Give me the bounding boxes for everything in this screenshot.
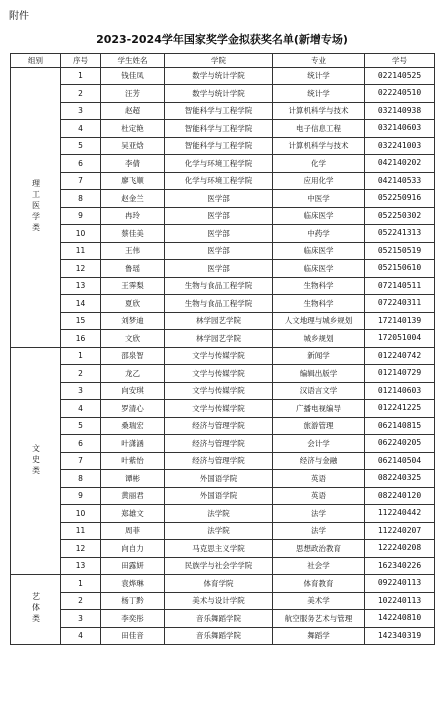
row-index: 8 — [61, 470, 101, 488]
table-header-row — [11, 54, 435, 68]
student-id: 012140729 — [365, 365, 435, 383]
row-index: 7 — [61, 172, 101, 190]
major: 中医学 — [273, 190, 365, 208]
student-name: 杜定艳 — [101, 120, 165, 138]
student-id: 032140603 — [365, 120, 435, 138]
major: 经济与金融 — [273, 452, 365, 470]
row-index: 10 — [61, 225, 101, 243]
student-name: 黄丽君 — [101, 487, 165, 505]
major: 中药学 — [273, 225, 365, 243]
student-id: 102240113 — [365, 592, 435, 610]
major: 应用化学 — [273, 172, 365, 190]
student-id: 022140525 — [365, 67, 435, 85]
row-index: 3 — [61, 610, 101, 628]
major: 舞蹈学 — [273, 627, 365, 645]
college: 林学园艺学院 — [165, 312, 273, 330]
college: 经济与管理学院 — [165, 452, 273, 470]
row-index: 1 — [61, 347, 101, 365]
table-row — [11, 190, 435, 208]
student-name: 赵金兰 — [101, 190, 165, 208]
table-row — [11, 435, 435, 453]
table-row — [11, 155, 435, 173]
student-name: 向自力 — [101, 540, 165, 558]
student-id: 062240205 — [365, 435, 435, 453]
student-id: 012140603 — [365, 382, 435, 400]
student-id: 092240113 — [365, 575, 435, 593]
student-id: 022240510 — [365, 85, 435, 103]
row-index: 4 — [61, 120, 101, 138]
student-name: 李倩 — [101, 155, 165, 173]
student-id: 032140938 — [365, 102, 435, 120]
major: 社会学 — [273, 557, 365, 575]
student-name: 廖飞顺 — [101, 172, 165, 190]
major: 化学 — [273, 155, 365, 173]
college: 法学院 — [165, 505, 273, 523]
student-name: 夏欣 — [101, 295, 165, 313]
table-row — [11, 330, 435, 348]
student-id: 052150519 — [365, 242, 435, 260]
college: 外国语学院 — [165, 470, 273, 488]
table-row — [11, 312, 435, 330]
student-id: 042140533 — [365, 172, 435, 190]
student-id: 112240207 — [365, 522, 435, 540]
college: 音乐舞蹈学院 — [165, 627, 273, 645]
student-id: 052241313 — [365, 225, 435, 243]
student-id: 012240742 — [365, 347, 435, 365]
major: 思想政治教育 — [273, 540, 365, 558]
table-row — [11, 347, 435, 365]
student-name: 吴亚焓 — [101, 137, 165, 155]
group-cell — [11, 347, 61, 575]
table-row — [11, 382, 435, 400]
major: 城乡规划 — [273, 330, 365, 348]
row-index: 4 — [61, 400, 101, 418]
major: 会计学 — [273, 435, 365, 453]
table-row — [11, 120, 435, 138]
student-id: 052250916 — [365, 190, 435, 208]
major: 法学 — [273, 505, 365, 523]
college: 医学部 — [165, 260, 273, 278]
row-index: 11 — [61, 522, 101, 540]
table-row — [11, 365, 435, 383]
major: 英语 — [273, 487, 365, 505]
row-index: 1 — [61, 575, 101, 593]
table-body — [11, 67, 435, 645]
row-index: 14 — [61, 295, 101, 313]
college: 医学部 — [165, 242, 273, 260]
student-id: 072240311 — [365, 295, 435, 313]
header-student-id: 学号 — [365, 54, 435, 68]
student-id: 172140139 — [365, 312, 435, 330]
table-row — [11, 557, 435, 575]
college: 数学与统计学院 — [165, 85, 273, 103]
college: 文学与传媒学院 — [165, 347, 273, 365]
student-name: 蔡佳美 — [101, 225, 165, 243]
table-row — [11, 522, 435, 540]
row-index: 4 — [61, 627, 101, 645]
row-index: 2 — [61, 365, 101, 383]
major: 体育教育 — [273, 575, 365, 593]
student-id: 112240442 — [365, 505, 435, 523]
student-name: 鲁瑶 — [101, 260, 165, 278]
major: 生物科学 — [273, 277, 365, 295]
student-id: 082240325 — [365, 470, 435, 488]
table-row — [11, 67, 435, 85]
major: 广播电视编导 — [273, 400, 365, 418]
table-row — [11, 540, 435, 558]
college: 外国语学院 — [165, 487, 273, 505]
table-row — [11, 452, 435, 470]
student-id: 042140202 — [365, 155, 435, 173]
college: 美术与设计学院 — [165, 592, 273, 610]
group-label: 文史类 — [31, 443, 41, 477]
table-row — [11, 295, 435, 313]
student-id: 052250302 — [365, 207, 435, 225]
college: 医学部 — [165, 190, 273, 208]
student-name: 叶紫怡 — [101, 452, 165, 470]
college: 智能科学与工程学院 — [165, 102, 273, 120]
college: 法学院 — [165, 522, 273, 540]
student-name: 桑瑞宏 — [101, 417, 165, 435]
table-row — [11, 172, 435, 190]
college: 文学与传媒学院 — [165, 365, 273, 383]
student-name: 叶潇涵 — [101, 435, 165, 453]
table-row — [11, 627, 435, 645]
row-index: 6 — [61, 435, 101, 453]
college: 智能科学与工程学院 — [165, 120, 273, 138]
row-index: 3 — [61, 102, 101, 120]
student-id: 142340319 — [365, 627, 435, 645]
major: 生物科学 — [273, 295, 365, 313]
student-id: 162340226 — [365, 557, 435, 575]
header-index: 序号 — [61, 54, 101, 68]
table-row — [11, 575, 435, 593]
award-list-table — [10, 53, 435, 645]
row-index: 8 — [61, 190, 101, 208]
table-row — [11, 85, 435, 103]
student-name: 文欣 — [101, 330, 165, 348]
row-index: 6 — [61, 155, 101, 173]
row-index: 9 — [61, 207, 101, 225]
header-student-name: 学生姓名 — [101, 54, 165, 68]
student-name: 王霁梨 — [101, 277, 165, 295]
student-name: 袁烨琳 — [101, 575, 165, 593]
college: 化学与环境工程学院 — [165, 155, 273, 173]
student-name: 谭彬 — [101, 470, 165, 488]
college: 经济与管理学院 — [165, 435, 273, 453]
table-row — [11, 610, 435, 628]
student-name: 刘梦迪 — [101, 312, 165, 330]
college: 林学园艺学院 — [165, 330, 273, 348]
table-row — [11, 470, 435, 488]
major: 旅游管理 — [273, 417, 365, 435]
college: 体育学院 — [165, 575, 273, 593]
row-index: 12 — [61, 260, 101, 278]
college: 音乐舞蹈学院 — [165, 610, 273, 628]
row-index: 13 — [61, 557, 101, 575]
group-label: 艺体类 — [31, 592, 41, 626]
table-row — [11, 225, 435, 243]
student-id: 142240810 — [365, 610, 435, 628]
college: 文学与传媒学院 — [165, 382, 273, 400]
student-id: 172051004 — [365, 330, 435, 348]
row-index: 1 — [61, 67, 101, 85]
row-index: 9 — [61, 487, 101, 505]
row-index: 10 — [61, 505, 101, 523]
college: 化学与环境工程学院 — [165, 172, 273, 190]
table-row — [11, 137, 435, 155]
row-index: 13 — [61, 277, 101, 295]
major: 临床医学 — [273, 242, 365, 260]
major: 航空服务艺术与管理 — [273, 610, 365, 628]
student-id: 122240208 — [365, 540, 435, 558]
header-major: 专业 — [273, 54, 365, 68]
student-id: 082240120 — [365, 487, 435, 505]
table-row — [11, 400, 435, 418]
student-name: 邵泉智 — [101, 347, 165, 365]
row-index: 15 — [61, 312, 101, 330]
college: 医学部 — [165, 225, 273, 243]
table-row — [11, 487, 435, 505]
table-row — [11, 417, 435, 435]
college: 数学与统计学院 — [165, 67, 273, 85]
student-name: 罗清心 — [101, 400, 165, 418]
college: 马克思主义学院 — [165, 540, 273, 558]
student-id: 062140504 — [365, 452, 435, 470]
major: 临床医学 — [273, 207, 365, 225]
student-id: 032241003 — [365, 137, 435, 155]
major: 人文地理与城乡规划 — [273, 312, 365, 330]
table-row — [11, 207, 435, 225]
row-index: 2 — [61, 592, 101, 610]
major: 计算机科学与技术 — [273, 137, 365, 155]
major: 计算机科学与技术 — [273, 102, 365, 120]
major: 电子信息工程 — [273, 120, 365, 138]
student-name: 钱佳凤 — [101, 67, 165, 85]
row-index: 11 — [61, 242, 101, 260]
major: 美术学 — [273, 592, 365, 610]
student-name: 向安琪 — [101, 382, 165, 400]
row-index: 2 — [61, 85, 101, 103]
major: 统计学 — [273, 85, 365, 103]
row-index: 16 — [61, 330, 101, 348]
major: 临床医学 — [273, 260, 365, 278]
college: 智能科学与工程学院 — [165, 137, 273, 155]
student-name: 杨丁黔 — [101, 592, 165, 610]
student-name: 冉玲 — [101, 207, 165, 225]
student-name: 李奕彤 — [101, 610, 165, 628]
document-title: 2023-2024学年国家奖学金拟获奖名单(新增专场) — [96, 33, 348, 46]
group-label: 理工医学类 — [31, 178, 41, 234]
student-name: 赵超 — [101, 102, 165, 120]
major: 汉语言文学 — [273, 382, 365, 400]
student-name: 王伟 — [101, 242, 165, 260]
college: 民族学与社会学学院 — [165, 557, 273, 575]
table-row — [11, 277, 435, 295]
student-id: 052150610 — [365, 260, 435, 278]
college: 医学部 — [165, 207, 273, 225]
group-cell — [11, 575, 61, 645]
student-name: 龙乙 — [101, 365, 165, 383]
student-name: 郑雄文 — [101, 505, 165, 523]
header-college: 学院 — [165, 54, 273, 68]
student-name: 汪芳 — [101, 85, 165, 103]
header-group: 组别 — [11, 54, 61, 68]
college: 经济与管理学院 — [165, 417, 273, 435]
attachment-label: 附件 — [9, 11, 29, 22]
row-index: 3 — [61, 382, 101, 400]
student-id: 012241225 — [365, 400, 435, 418]
table-row — [11, 102, 435, 120]
major: 编辑出版学 — [273, 365, 365, 383]
college: 文学与传媒学院 — [165, 400, 273, 418]
row-index: 5 — [61, 137, 101, 155]
major: 法学 — [273, 522, 365, 540]
table-row — [11, 592, 435, 610]
student-id: 072140511 — [365, 277, 435, 295]
major: 新闻学 — [273, 347, 365, 365]
college: 生物与食品工程学院 — [165, 295, 273, 313]
student-name: 周菲 — [101, 522, 165, 540]
row-index: 12 — [61, 540, 101, 558]
student-id: 062140815 — [365, 417, 435, 435]
table-row — [11, 242, 435, 260]
student-name: 田佳音 — [101, 627, 165, 645]
table-row — [11, 260, 435, 278]
table-row — [11, 505, 435, 523]
student-name: 田露妍 — [101, 557, 165, 575]
major: 统计学 — [273, 67, 365, 85]
college: 生物与食品工程学院 — [165, 277, 273, 295]
row-index: 5 — [61, 417, 101, 435]
row-index: 7 — [61, 452, 101, 470]
major: 英语 — [273, 470, 365, 488]
group-cell — [11, 67, 61, 347]
